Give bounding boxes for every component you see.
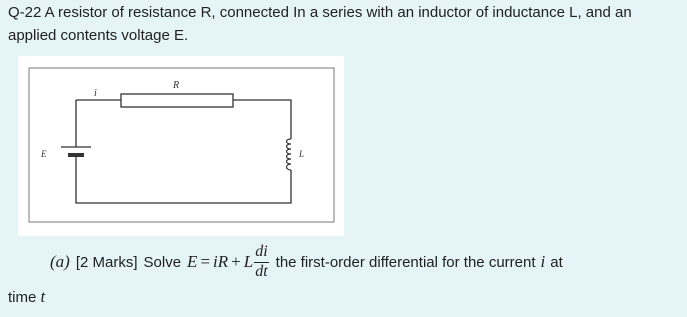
time-line <box>8 287 45 307</box>
marks-label: [2 Marks] <box>75 253 138 271</box>
fraction-numerator: di <box>254 244 268 263</box>
source-label: E <box>41 149 47 159</box>
time-word: time <box>8 289 37 306</box>
eq-iR: iR <box>213 252 229 271</box>
wire-top-right <box>233 100 291 139</box>
eq-E: E <box>187 252 198 271</box>
fraction-denominator: dt <box>255 263 268 280</box>
solve-word: Solve <box>143 253 182 271</box>
eq-plus: + <box>231 252 241 271</box>
trail-text: the first-order differential for the current <box>275 253 536 271</box>
current-label: i <box>94 88 97 99</box>
inductor-label: L <box>299 149 305 159</box>
circuit-diagram <box>18 56 344 236</box>
resistor-label: R <box>173 80 180 91</box>
part-a-line <box>50 242 682 282</box>
eq-L: L <box>243 252 254 271</box>
rl-circuit-figure <box>18 56 344 236</box>
question-text: Q-22 A resistor of resistance R, connected In a series with an inductor of inductance L, and an applied contents voltage E. <box>8 4 632 44</box>
derivative-fraction <box>254 244 268 280</box>
figure-frame <box>29 68 334 222</box>
time-symbol: t <box>40 287 46 306</box>
inductor-coil <box>287 139 292 170</box>
part-label: (a) <box>50 252 70 271</box>
wire-bottom <box>76 161 291 203</box>
at-word: at <box>550 253 563 271</box>
resistor-symbol <box>121 94 233 107</box>
eq-equals: = <box>200 252 211 271</box>
current-symbol: i <box>540 252 546 271</box>
